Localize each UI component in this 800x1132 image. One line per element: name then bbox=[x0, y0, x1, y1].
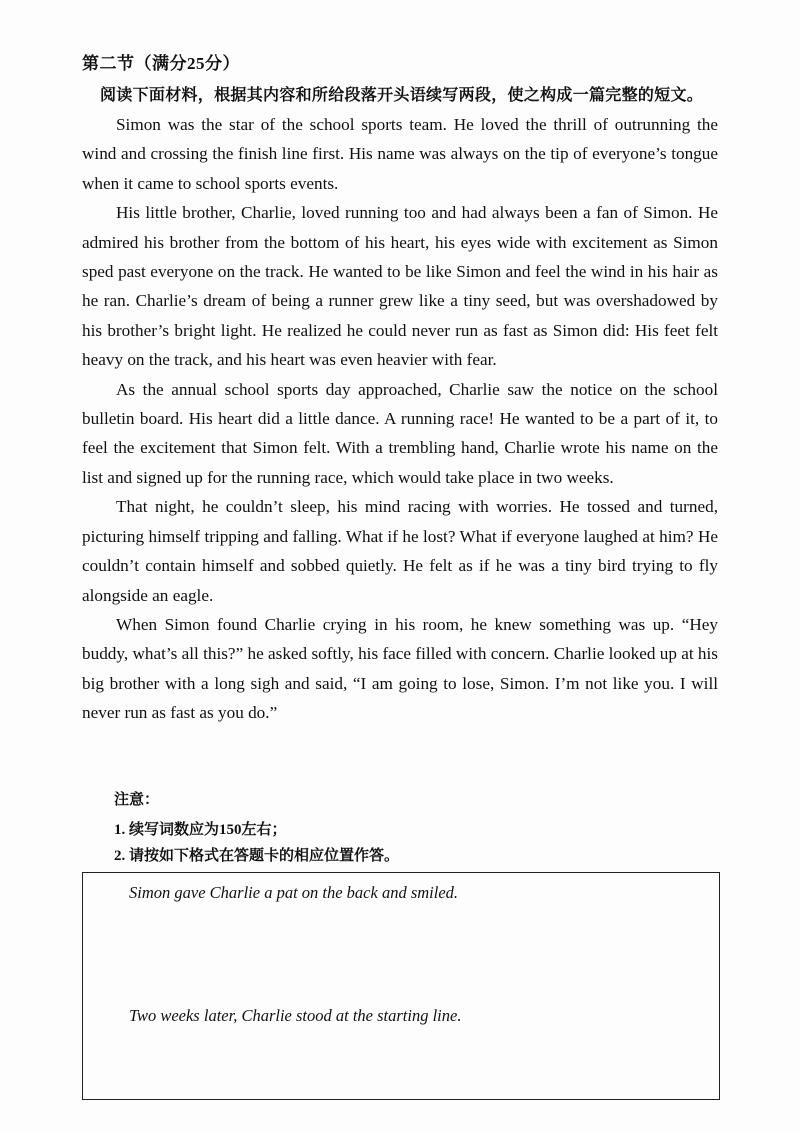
story-paragraph-4: That night, he couldn’t sleep, his mind racing with worries. He tossed and turned, picturing himself tripping and falling. What if he lost? What if everyone laughed at him? He couldn’t contain himself and sobbed quietly. He felt as if he was a tiny bird trying to fly alongside an eagle. bbox=[82, 497, 718, 605]
notes-section bbox=[114, 788, 399, 869]
section-instruction: 阅读下面材料，根据其内容和所给段落开头语续写两段，使之构成一篇完整的短文。 bbox=[100, 87, 704, 104]
section-title: 第二节（满分25分） bbox=[82, 54, 240, 73]
story-paragraph-1: Simon was the star of the school sports team. He loved the thrill of outrunning the wind and crossing the finish line first. His name was always on the tip of everyone’s tongue when it came to school sports events. bbox=[82, 115, 718, 193]
answer-box bbox=[82, 872, 720, 1100]
story-paragraph-5: When Simon found Charlie crying in his room, he knew something was up. “Hey buddy, what’s all this?” he asked softly, his face filled with concern. Charlie looked up at his big brother with a long sigh and said, “I am going to lose, Simon. I’m not like you. I will never run as fast as you do.” bbox=[82, 614, 718, 723]
continuation-prompt-2: Two weeks later, Charlie stood at the starting line. bbox=[129, 1006, 462, 1025]
notes-heading: 注意： bbox=[114, 792, 160, 808]
story-paragraph-2: His little brother, Charlie, loved running too and had always been a fan of Simon. He admired his brother from the bottom of his heart, his eyes wide with excitement as Simon sped past everyone on the track. He wanted to be like Simon and feel the wind in his hair as he ran. Charlie’s dream of being a runner grew like a tiny seed, but was overshadowed by his brother’s bright light. He realized he could never run as fast as Simon did: His feet felt heavy on the track, and his heart was even heavier with fear. bbox=[82, 203, 718, 370]
note-item-2: 2. 请按如下格式在答题卡的相应位置作答。 bbox=[114, 848, 400, 864]
story-passage bbox=[82, 110, 718, 728]
continuation-prompt-1: Simon gave Charlie a pat on the back and smiled. bbox=[129, 883, 459, 902]
note-item-1: 1. 续写词数应为150左右； bbox=[114, 822, 287, 838]
story-paragraph-3: As the annual school sports day approached, Charlie saw the notice on the school bulletin board. His heart did a little dance. A running race! He wanted to be a part of it, to feel the excitement that Simon felt. With a trembling hand, Charlie wrote his name on the list and signed up for the running race, which would take place in two weeks. bbox=[82, 379, 718, 487]
